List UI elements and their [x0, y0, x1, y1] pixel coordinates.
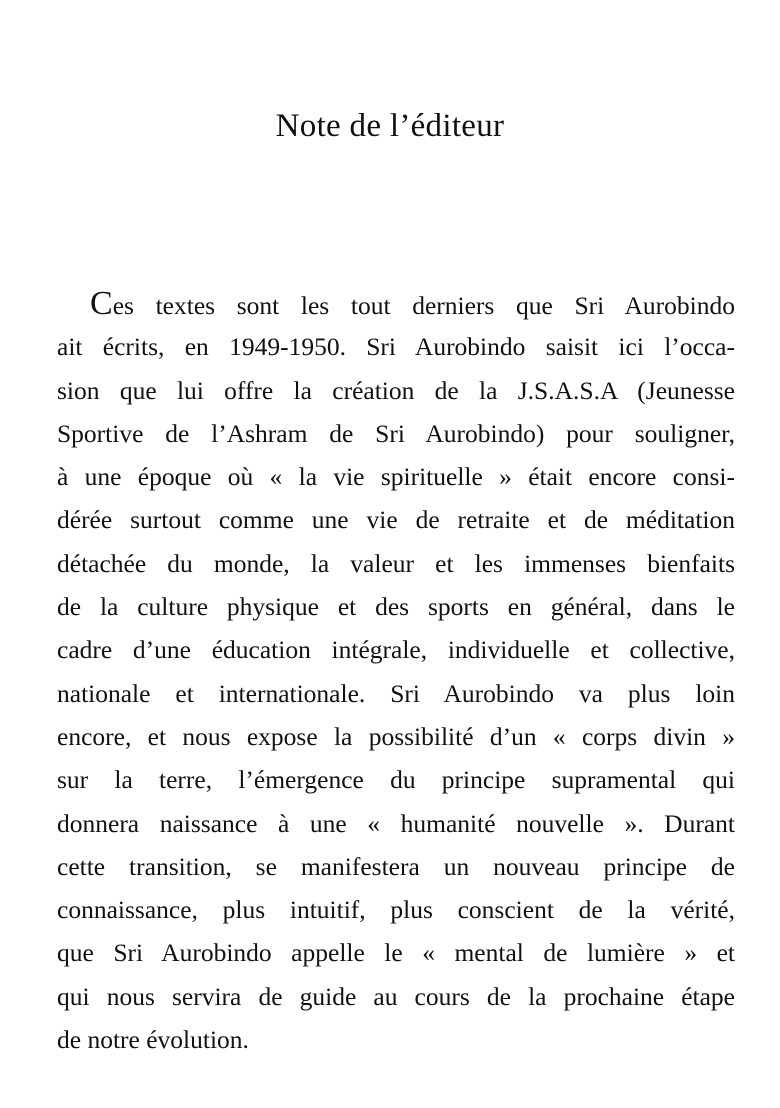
text-line: de la culture physique et des sports en général, dans le — [57, 592, 735, 622]
drop-cap: C — [90, 285, 113, 322]
text-line: de notre évolution. — [57, 1025, 249, 1055]
text-line: cette transition, se manifestera un nouveau principe de — [57, 851, 735, 881]
text-line: sion que lui offre la création de la J.S.A.S.A (Jeunesse — [57, 375, 735, 405]
page-title: Note de l’éditeur — [275, 108, 505, 144]
text-line-content: es textes sont les tout derniers que Sri Aurobindo — [112, 291, 735, 320]
editor-note-paragraph — [57, 282, 735, 1061]
text-line: à une époque où « la vie spirituelle » était encore consi- — [57, 462, 735, 492]
text-line: donnera naissance à une « humanité nouvelle ». Durant — [57, 808, 735, 838]
text-line: ait écrits, en 1949-1950. Sri Aurobindo saisit ici l’occa- — [57, 332, 735, 362]
text-line: encore, et nous expose la possibilité d’un « corps divin » — [57, 721, 735, 751]
text-line: connaissance, plus intuitif, plus conscient de la vérité, — [57, 895, 735, 925]
text-line: détachée du monde, la valeur et les immenses bienfaits — [57, 548, 735, 578]
text-line: qui nous servira de guide au cours de la prochaine étape — [57, 981, 735, 1011]
text-line — [57, 282, 735, 325]
text-line: sur la terre, l’émergence du principe supramental qui — [57, 765, 735, 795]
text-line: nationale et internationale. Sri Aurobindo va plus loin — [57, 678, 735, 708]
text-line: dérée surtout comme une vie de retraite et de méditation — [57, 505, 735, 535]
text-line: que Sri Aurobindo appelle le « mental de lumière » et — [57, 938, 735, 968]
text-line: Sportive de l’Ashram de Sri Aurobindo) pour souligner, — [57, 418, 735, 448]
text-line: cadre d’une éducation intégrale, individuelle et collective, — [57, 635, 735, 665]
